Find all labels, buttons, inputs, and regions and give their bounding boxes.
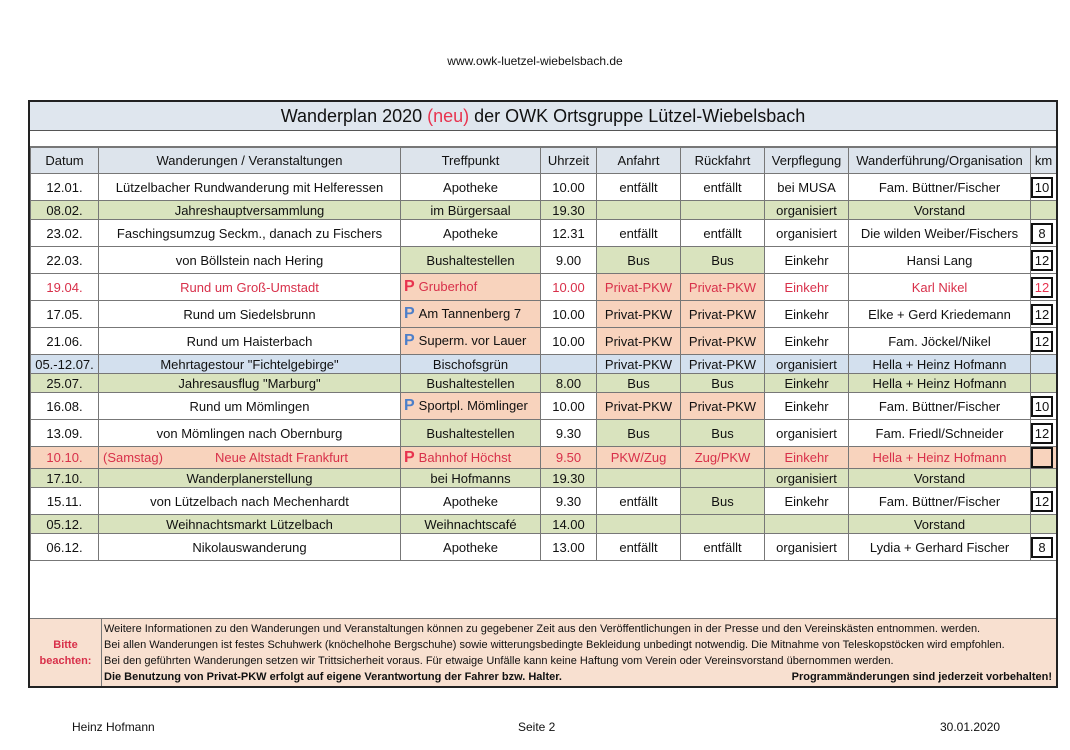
cell-return: Privat-PKW xyxy=(681,355,765,374)
cell-arrival: entfällt xyxy=(597,220,681,247)
note-line: Weitere Informationen zu den Wanderungen und Veranstaltungen können zu gegebener Zeit aus den Veröffentlichungen in der Presse und den Vereinskästen entnommen. werden. xyxy=(104,623,981,635)
cell-event: Jahresausflug "Marburg" xyxy=(99,374,401,393)
cell-meeting-point: P Am Tannenberg 7 xyxy=(401,301,541,328)
cell-time: 9.30 xyxy=(541,420,597,447)
table-body xyxy=(31,174,1057,561)
footer-page: Seite 2 xyxy=(518,720,556,734)
cell-date: 17.10. xyxy=(31,469,99,488)
cell-organisation: Hella + Heinz Hofmann xyxy=(849,374,1031,393)
cell-date: 10.10. xyxy=(31,447,99,469)
notes-text xyxy=(104,621,1052,685)
cell-catering: organisiert xyxy=(765,201,849,220)
cell-catering: Einkehr xyxy=(765,488,849,515)
cell-organisation: Hella + Heinz Hofmann xyxy=(849,447,1031,469)
footer-date: 30.01.2020 xyxy=(940,720,1001,734)
cell-meeting-point: Bushaltestellen xyxy=(401,247,541,274)
cell-catering: Einkehr xyxy=(765,328,849,355)
cell-arrival: entfällt xyxy=(597,174,681,201)
cell-catering: organisiert xyxy=(765,220,849,247)
cell-time: 12.31 xyxy=(541,220,597,247)
cell-organisation: Fam. Friedl/Schneider xyxy=(849,420,1031,447)
cell-catering: Einkehr xyxy=(765,247,849,274)
cell-date: 25.07. xyxy=(31,374,99,393)
footer-author: Heinz Hofmann xyxy=(72,720,155,734)
cell-catering: Einkehr xyxy=(765,301,849,328)
cell-meeting-point: Apotheke xyxy=(401,220,541,247)
cell-date: 16.08. xyxy=(31,393,99,420)
cell-meeting-point: im Bürgersaal xyxy=(401,201,541,220)
cell-km: 12 xyxy=(1031,274,1057,301)
cell-event: Rund um Groß-Umstadt xyxy=(99,274,401,301)
parking-icon: P xyxy=(404,305,415,322)
cell-meeting-point: Apotheke xyxy=(401,488,541,515)
cell-meeting-point: Bushaltestellen xyxy=(401,420,541,447)
cell-time: 8.00 xyxy=(541,374,597,393)
notes-label: Bitte beachten: xyxy=(30,619,102,687)
column-header: Wanderführung/Organisation xyxy=(849,148,1031,174)
cell-meeting-point: Apotheke xyxy=(401,174,541,201)
cell-organisation: Fam. Jöckel/Nikel xyxy=(849,328,1031,355)
cell-time: 19.30 xyxy=(541,469,597,488)
cell-organisation: Vorstand xyxy=(849,515,1031,534)
cell-arrival xyxy=(597,469,681,488)
cell-date: 05.12. xyxy=(31,515,99,534)
cell-catering: Einkehr xyxy=(765,274,849,301)
cell-catering xyxy=(765,515,849,534)
cell-km: 12 xyxy=(1031,420,1057,447)
cell-km: 12 xyxy=(1031,247,1057,274)
cell-km: 10 xyxy=(1031,393,1057,420)
cell-organisation: Fam. Büttner/Fischer xyxy=(849,488,1031,515)
cell-event: Rund um Haisterbach xyxy=(99,328,401,355)
cell-organisation: Hella + Heinz Hofmann xyxy=(849,355,1031,374)
table-row xyxy=(31,488,1057,515)
cell-return: Privat-PKW xyxy=(681,328,765,355)
cell-event: Jahreshauptversammlung xyxy=(99,201,401,220)
cell-km xyxy=(1031,469,1057,488)
cell-arrival xyxy=(597,201,681,220)
cell-return xyxy=(681,201,765,220)
column-header: Verpflegung xyxy=(765,148,849,174)
cell-catering: bei MUSA xyxy=(765,174,849,201)
cell-catering: organisiert xyxy=(765,469,849,488)
cell-arrival: PKW/Zug xyxy=(597,447,681,469)
cell-arrival: Privat-PKW xyxy=(597,301,681,328)
cell-return: Privat-PKW xyxy=(681,274,765,301)
cell-time: 10.00 xyxy=(541,301,597,328)
table-row xyxy=(31,393,1057,420)
column-header: Rückfahrt xyxy=(681,148,765,174)
cell-event: Mehrtagestour "Fichtelgebirge" xyxy=(99,355,401,374)
table-row xyxy=(31,374,1057,393)
cell-time: 14.00 xyxy=(541,515,597,534)
cell-date: 17.05. xyxy=(31,301,99,328)
column-header: Anfahrt xyxy=(597,148,681,174)
cell-catering: Einkehr xyxy=(765,374,849,393)
table-row xyxy=(31,515,1057,534)
cell-km xyxy=(1031,447,1057,469)
cell-arrival: entfällt xyxy=(597,534,681,561)
cell-return: Bus xyxy=(681,374,765,393)
hiking-plan-sheet xyxy=(28,100,1058,688)
cell-event: Rund um Siedelsbrunn xyxy=(99,301,401,328)
cell-event: Faschingsumzug Seckm., danach zu Fischers xyxy=(99,220,401,247)
column-header: Wanderungen / Veranstaltungen xyxy=(99,148,401,174)
table-row xyxy=(31,201,1057,220)
cell-km: 8 xyxy=(1031,534,1057,561)
cell-return: entfällt xyxy=(681,220,765,247)
cell-date: 23.02. xyxy=(31,220,99,247)
cell-km xyxy=(1031,374,1057,393)
cell-arrival: entfällt xyxy=(597,488,681,515)
cell-km: 12 xyxy=(1031,328,1057,355)
parking-icon: P xyxy=(404,332,415,349)
website-url: www.owk-luetzel-wiebelsbach.de xyxy=(447,54,623,68)
cell-time: 10.00 xyxy=(541,174,597,201)
column-header: km xyxy=(1031,148,1057,174)
table-header xyxy=(31,148,1057,174)
cell-event: Wanderplanerstellung xyxy=(99,469,401,488)
column-header: Uhrzeit xyxy=(541,148,597,174)
cell-time: 9.00 xyxy=(541,247,597,274)
cell-event: Rund um Mömlingen xyxy=(99,393,401,420)
cell-time: 10.00 xyxy=(541,393,597,420)
cell-arrival: Bus xyxy=(597,420,681,447)
cell-date: 22.03. xyxy=(31,247,99,274)
cell-date: 15.11. xyxy=(31,488,99,515)
cell-organisation: Vorstand xyxy=(849,201,1031,220)
cell-return: Privat-PKW xyxy=(681,393,765,420)
cell-km xyxy=(1031,355,1057,374)
table-row xyxy=(31,220,1057,247)
cell-date: 21.06. xyxy=(31,328,99,355)
cell-meeting-point: Bischofsgrün xyxy=(401,355,541,374)
cell-return xyxy=(681,515,765,534)
table-row xyxy=(31,355,1057,374)
notes-box xyxy=(30,618,1056,687)
table-row xyxy=(31,420,1057,447)
table-row xyxy=(31,534,1057,561)
cell-event: Weihnachtsmarkt Lützelbach xyxy=(99,515,401,534)
cell-arrival: Bus xyxy=(597,247,681,274)
cell-km: 8 xyxy=(1031,220,1057,247)
cell-meeting-point: Bushaltestellen xyxy=(401,374,541,393)
cell-km: 12 xyxy=(1031,301,1057,328)
cell-return: entfällt xyxy=(681,174,765,201)
cell-return: Bus xyxy=(681,247,765,274)
cell-date: 05.-12.07. xyxy=(31,355,99,374)
table-row xyxy=(31,174,1057,201)
cell-arrival xyxy=(597,515,681,534)
cell-meeting-point: Apotheke xyxy=(401,534,541,561)
cell-arrival: Privat-PKW xyxy=(597,393,681,420)
cell-return xyxy=(681,469,765,488)
cell-event: Lützelbacher Rundwanderung mit Helferessen xyxy=(99,174,401,201)
cell-return: Zug/PKW xyxy=(681,447,765,469)
note-line: Bei allen Wanderungen ist festes Schuhwerk (knöchelhohe Bergschuhe) sowie witterungsbedingte Bekleidung unbedingt notwendig. Die Mitnahme von Teleskopstöcken wird empfohlen. xyxy=(104,639,1005,651)
cell-date: 08.02. xyxy=(31,201,99,220)
cell-event: von Mömlingen nach Obernburg xyxy=(99,420,401,447)
parking-icon: P xyxy=(404,448,415,466)
table-row xyxy=(31,247,1057,274)
cell-organisation: Die wilden Weiber/Fischers xyxy=(849,220,1031,247)
cell-catering: Einkehr xyxy=(765,447,849,469)
cell-date: 13.09. xyxy=(31,420,99,447)
column-header: Treffpunkt xyxy=(401,148,541,174)
cell-time xyxy=(541,355,597,374)
cell-organisation: Karl Nikel xyxy=(849,274,1031,301)
cell-time: 19.30 xyxy=(541,201,597,220)
cell-arrival: Privat-PKW xyxy=(597,274,681,301)
cell-arrival: Privat-PKW xyxy=(597,328,681,355)
cell-km xyxy=(1031,515,1057,534)
page-title: Wanderplan 2020 (neu) der OWK Ortsgruppe Lützel-Wiebelsbach xyxy=(30,102,1056,131)
cell-event: von Lützelbach nach Mechenhardt xyxy=(99,488,401,515)
cell-time: 10.00 xyxy=(541,274,597,301)
cell-time: 10.00 xyxy=(541,328,597,355)
cell-return: Bus xyxy=(681,488,765,515)
cell-meeting-point: P Sportpl. Mömlinger xyxy=(401,393,541,420)
parking-icon: P xyxy=(404,278,415,295)
cell-organisation: Fam. Büttner/Fischer xyxy=(849,393,1031,420)
cell-meeting-point: P Gruberhof xyxy=(401,274,541,301)
cell-meeting-point: Weihnachtscafé xyxy=(401,515,541,534)
cell-organisation: Elke + Gerd Kriedemann xyxy=(849,301,1031,328)
cell-date: 06.12. xyxy=(31,534,99,561)
cell-organisation: Vorstand xyxy=(849,469,1031,488)
cell-catering: organisiert xyxy=(765,355,849,374)
cell-arrival: Privat-PKW xyxy=(597,355,681,374)
cell-event: von Böllstein nach Hering xyxy=(99,247,401,274)
schedule-table xyxy=(30,147,1057,561)
cell-organisation: Hansi Lang xyxy=(849,247,1031,274)
cell-meeting-point: P Bahnhof Höchst xyxy=(401,447,541,469)
cell-organisation: Fam. Büttner/Fischer xyxy=(849,174,1031,201)
cell-time: 13.00 xyxy=(541,534,597,561)
table-row xyxy=(31,328,1057,355)
note-line: Bei den geführten Wanderungen setzen wir Trittsicherheit voraus. Für etwaige Unfälle kann keine Haftung vom Verein oder Vereinsvorstand übernommen werden. xyxy=(104,655,894,667)
cell-arrival: Bus xyxy=(597,374,681,393)
cell-date: 19.04. xyxy=(31,274,99,301)
blank-row xyxy=(30,131,1056,147)
cell-km: 10 xyxy=(1031,174,1057,201)
cell-km xyxy=(1031,201,1057,220)
cell-catering: Einkehr xyxy=(765,393,849,420)
cell-event: (Samstag) Neue Altstadt Frankfurt xyxy=(99,447,401,469)
table-row xyxy=(31,301,1057,328)
note-line: Die Benutzung von Privat-PKW erfolgt auf eigene Verantwortung der Fahrer bzw. Halter. Programmänderungen sind jederzeit vorbehalten! xyxy=(104,671,1052,683)
cell-time: 9.50 xyxy=(541,447,597,469)
cell-date: 12.01. xyxy=(31,174,99,201)
cell-catering: organisiert xyxy=(765,534,849,561)
cell-meeting-point: bei Hofmanns xyxy=(401,469,541,488)
table-row xyxy=(31,469,1057,488)
cell-return: Bus xyxy=(681,420,765,447)
cell-meeting-point: P Superm. vor Lauer xyxy=(401,328,541,355)
cell-catering: organisiert xyxy=(765,420,849,447)
cell-event: Nikolauswanderung xyxy=(99,534,401,561)
table-row xyxy=(31,447,1057,469)
table-row xyxy=(31,274,1057,301)
cell-time: 9.30 xyxy=(541,488,597,515)
cell-return: Privat-PKW xyxy=(681,301,765,328)
cell-organisation: Lydia + Gerhard Fischer xyxy=(849,534,1031,561)
parking-icon: P xyxy=(404,397,415,414)
cell-return: entfällt xyxy=(681,534,765,561)
column-header: Datum xyxy=(31,148,99,174)
cell-km: 12 xyxy=(1031,488,1057,515)
